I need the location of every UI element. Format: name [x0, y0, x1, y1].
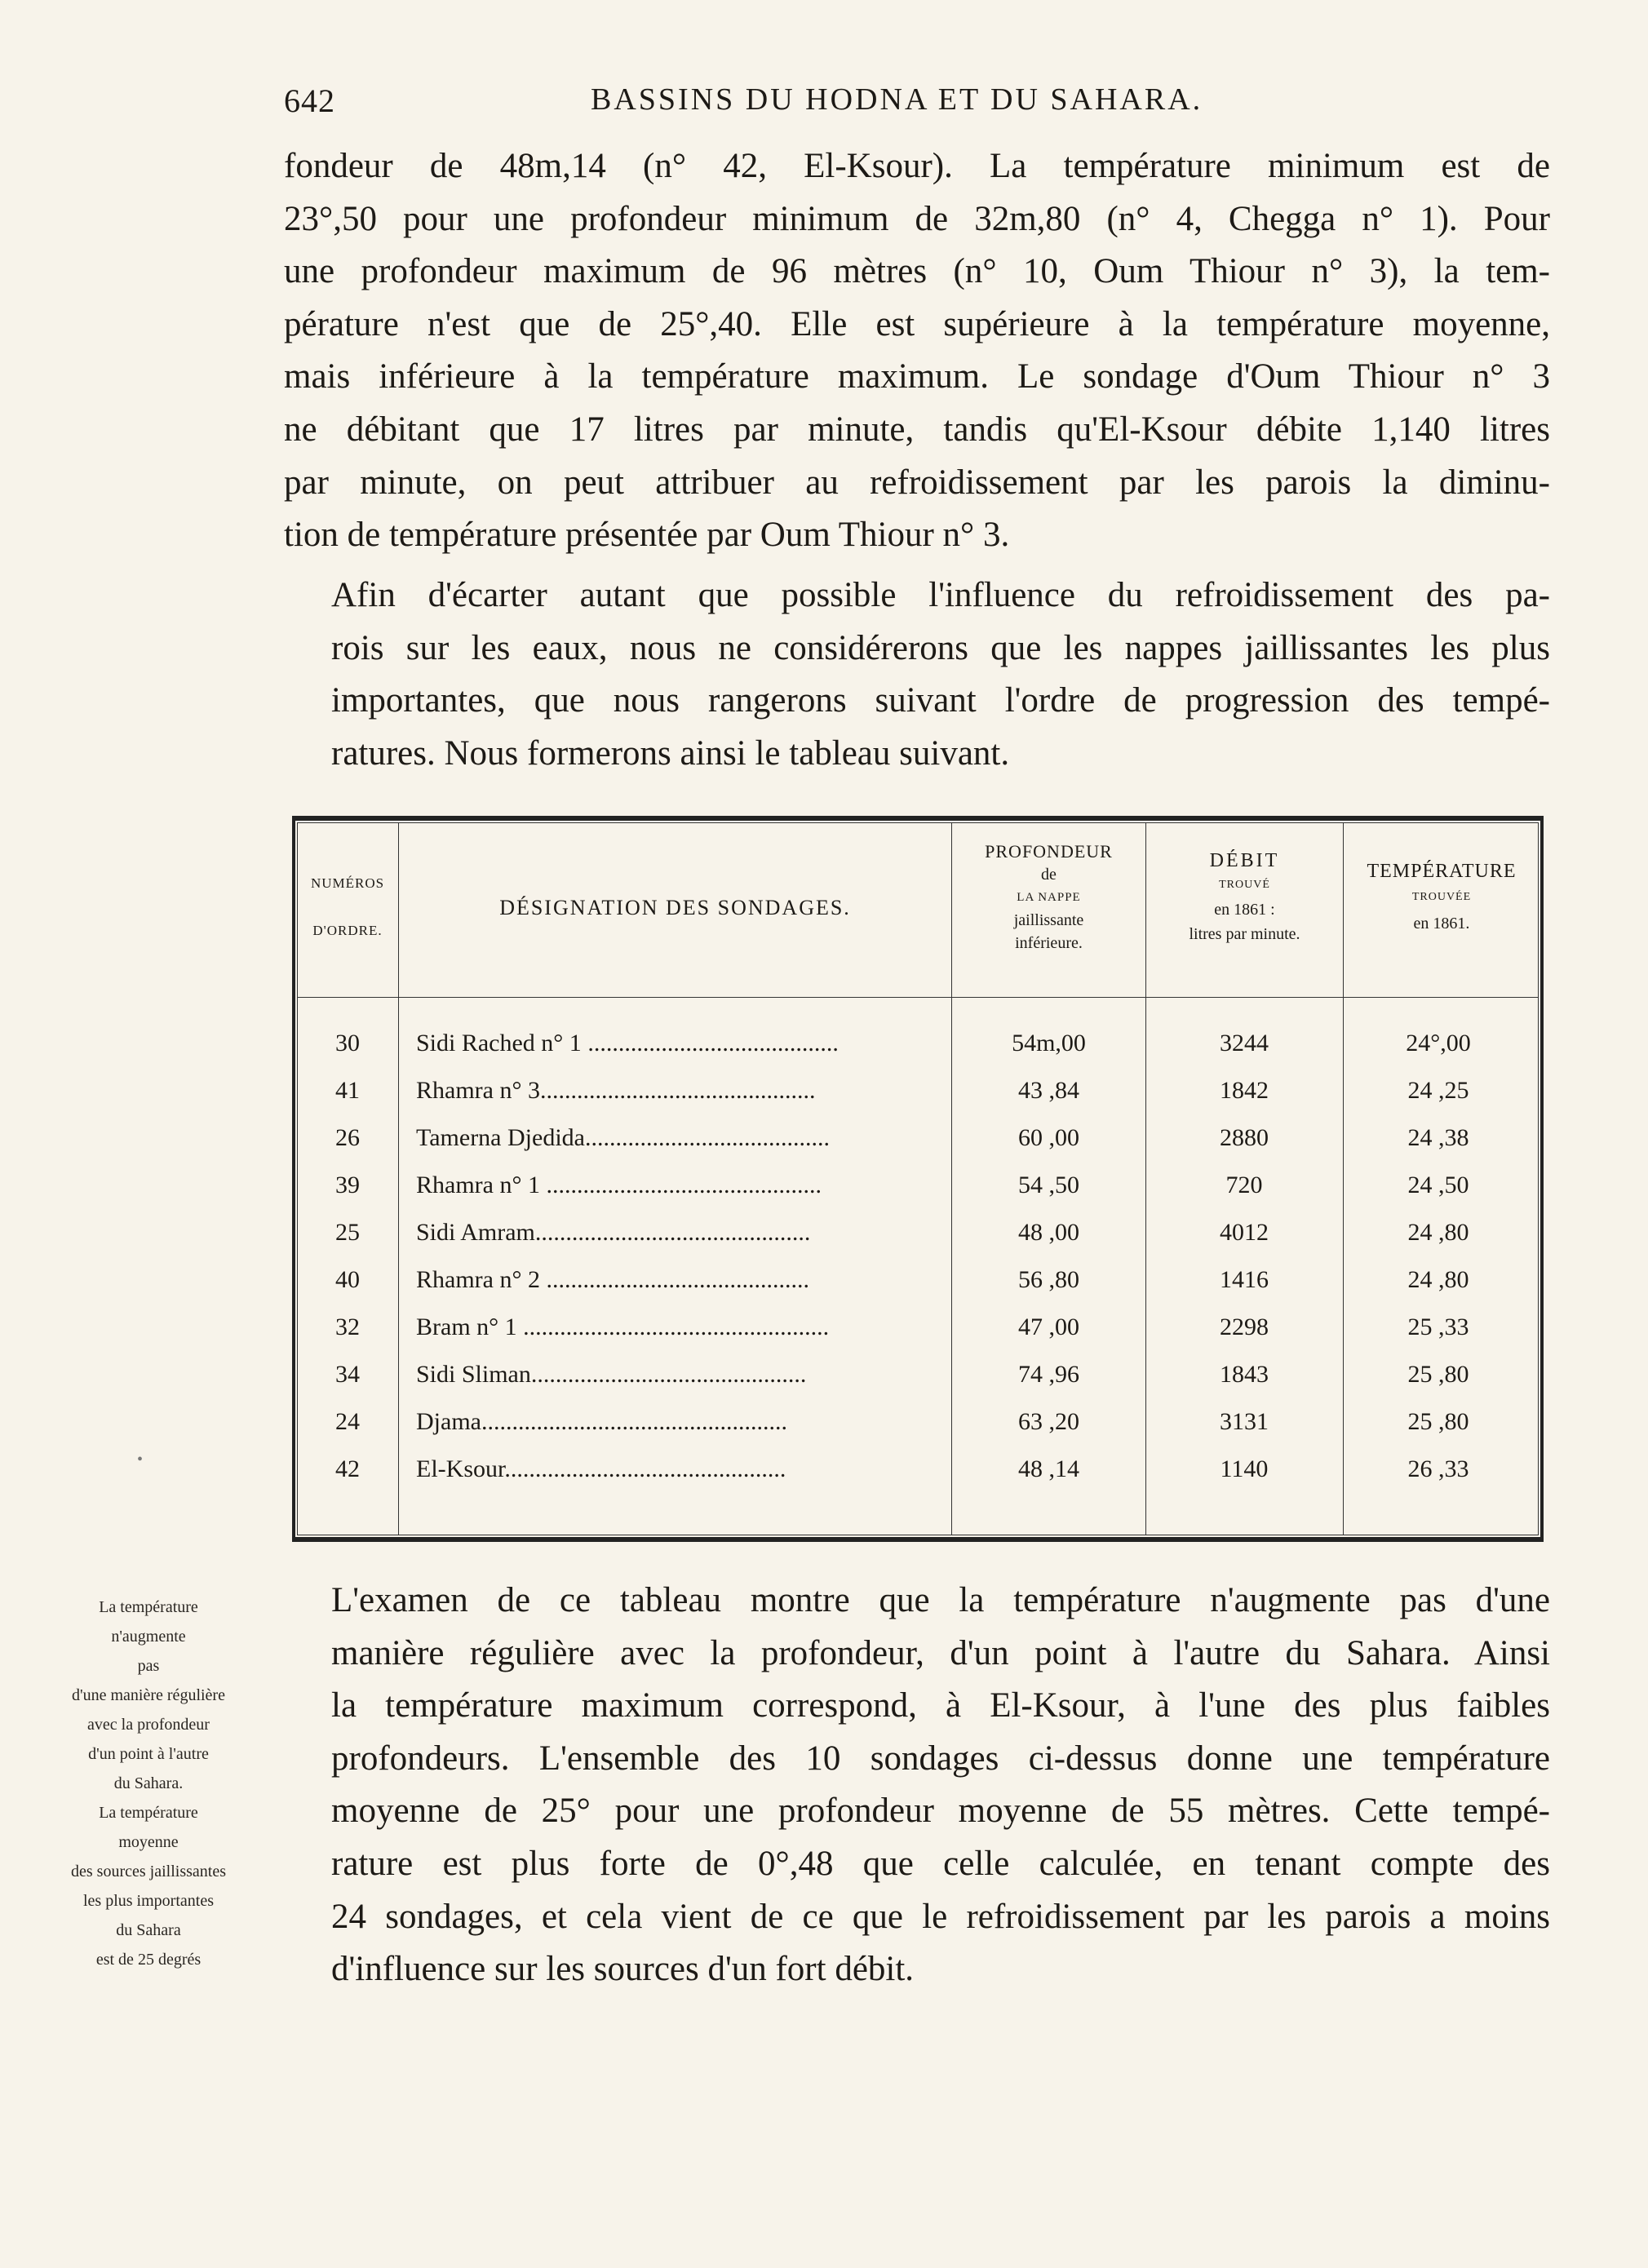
header-divider — [297, 997, 1539, 998]
text-line: la température maximum correspond, à El-Ksour, à l'une des plus faibles — [331, 1686, 1550, 1725]
header-depth: PROFONDEUR de LA NAPPE jaillissante inférieure. — [985, 841, 1113, 952]
running-title: BASSINS DU HODNA ET DU SAHARA. — [591, 82, 1203, 117]
header-temperature: TEMPÉRATURE TROUVÉE en 1861. — [1367, 861, 1517, 932]
text-line: tion de température présentée par Oum Thiour n° 3. — [284, 516, 1010, 555]
margin-note: La température n'augmente pas d'une manière régulière avec la profondeur d'un point à l'autre du Sahara. La température moyenne des sources jaillissantes les plus importantes du Sahara est de 25 degrés — [71, 1598, 226, 1969]
data-table — [292, 816, 1544, 1542]
text-line: ne débitant que 17 litres par minute, tandis qu'El-Ksour débite 1,140 litres — [284, 410, 1550, 449]
paragraph-3 — [284, 1575, 1550, 1996]
table-row: 39 Rhamra n° 1 ............................................. 54 ,50 720 24 ,50 — [335, 1172, 1469, 1198]
table-row: 34 Sidi Sliman............................................. 74 ,96 1843 25 ,80 — [335, 1361, 1469, 1388]
text-line: moyenne de 25° pour une profondeur moyenne de 55 mètres. Cette tempé- — [331, 1792, 1550, 1831]
table-row: 30 Sidi Rached n° 1 ......................................... 54m,00 3244 24°,00 — [335, 1030, 1471, 1056]
header-debit: DÉBIT TROUVÉ en 1861 : litres par minute. — [1189, 850, 1300, 943]
text-line: rature est plus forte de 0°,48 que celle calculée, en tenant compte des — [331, 1844, 1550, 1883]
paragraph-2 — [284, 569, 1550, 780]
text-line: mais inférieure à la température maximum. Le sondage d'Oum Thiour n° 3 — [284, 357, 1550, 396]
text-line: rois sur les eaux, nous ne considérerons que les nappes jaillissantes les plus — [331, 628, 1550, 667]
text-line: pérature n'est que de 25°,40. Elle est supérieure à la température moyenne, — [284, 304, 1550, 343]
text-line: importantes, que nous rangerons suivant l'ordre de progression des tempé- — [331, 681, 1550, 720]
table-row: 24 Djama.................................................. 63 ,20 3131 25 ,80 — [335, 1408, 1469, 1435]
text-line: fondeur de 48m,14 (n° 42, El-Ksour). La température minimum est de — [284, 147, 1550, 185]
header-num: NUMÉROS D'ORDRE. — [310, 875, 385, 938]
text-line: 23°,50 pour une profondeur minimum de 32m,80 (n° 4, Chegga n° 1). Pour — [284, 199, 1550, 238]
page-number: 642 — [284, 82, 335, 119]
table-row: 42 El-Ksour.............................................. 48 ,14 1140 26 ,33 — [335, 1455, 1469, 1482]
text-line: L'examen de ce tableau montre que la température n'augmente pas d'une — [331, 1581, 1550, 1619]
text-line: une profondeur maximum de 96 mètres (n° 10, Oum Thiour n° 3), la tem- — [284, 252, 1550, 291]
paragraph-1 — [284, 140, 1550, 562]
page-header — [284, 82, 1550, 131]
text-line: 24 sondages, et cela vient de ce que le refroidissement par les parois a moins — [331, 1897, 1550, 1936]
text-line: par minute, on peut attribuer au refroidissement par les parois la diminu- — [284, 463, 1550, 502]
header-designation: DÉSIGNATION DES SONDAGES. — [499, 896, 851, 919]
table-row: 41 Rhamra n° 3............................................. 43 ,84 1842 24 ,25 — [335, 1077, 1469, 1104]
table-row: 32 Bram n° 1 .................................................. 47 ,00 2298 25 ,33 — [335, 1313, 1469, 1340]
margin-dot: • — [137, 1451, 144, 1468]
table-row: 26 Tamerna Djedida........................................ 60 ,00 2880 24 ,38 — [335, 1124, 1469, 1151]
table-row: 25 Sidi Amram............................................. 48 ,00 4012 24 ,80 — [335, 1219, 1469, 1246]
text-line: manière régulière avec la profondeur, d'un point à l'autre du Sahara. Ainsi — [331, 1633, 1550, 1672]
text-line: Afin d'écarter autant que possible l'influence du refroidissement des pa- — [331, 576, 1550, 614]
text-line: ratures. Nous formerons ainsi le tableau suivant. — [331, 733, 1010, 773]
text-line: profondeurs. L'ensemble des 10 sondages ci-dessus donne une température — [331, 1739, 1550, 1778]
text-line: d'influence sur les sources d'un fort débit. — [331, 1950, 915, 1989]
table-row: 40 Rhamra n° 2 ........................................... 56 ,80 1416 24 ,80 — [335, 1266, 1469, 1293]
